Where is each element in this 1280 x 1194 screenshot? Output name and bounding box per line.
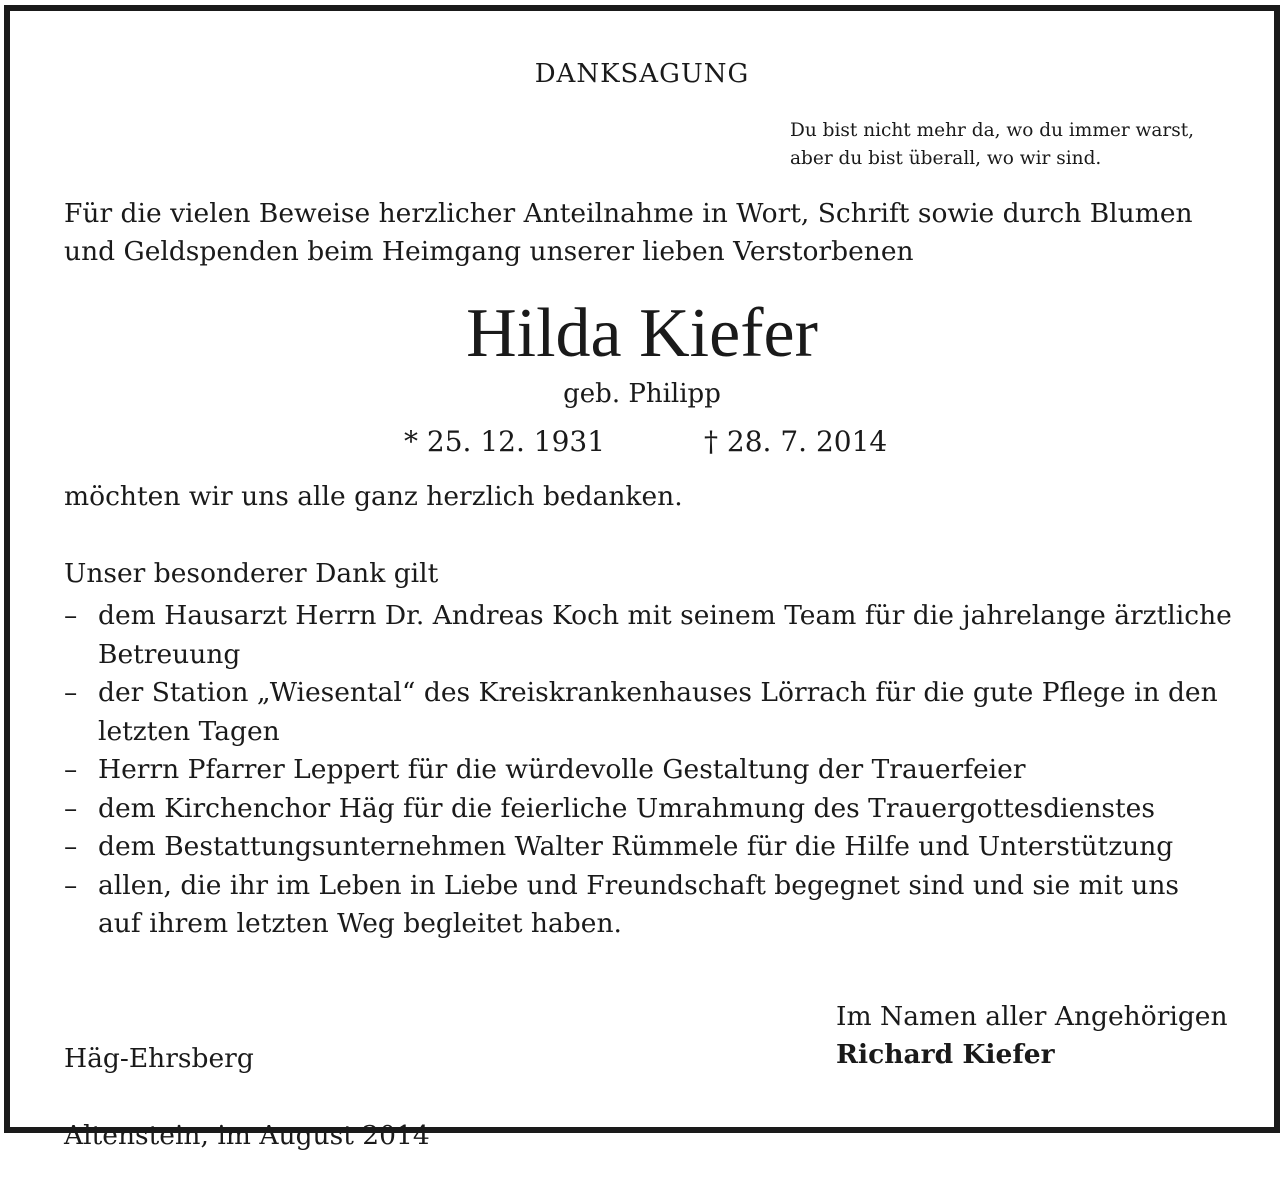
thanks-line: möchten wir uns alle ganz herzlich bedanken. — [64, 481, 683, 512]
quote-line: Du bist nicht mehr da, wo du immer warst, — [790, 120, 1195, 141]
list-item-text: dem Kirchenchor Häg für die feierliche Umrahmung des Trauergottesdienstes — [98, 792, 1155, 824]
notice-heading: DANKSAGUNG — [534, 59, 750, 89]
birth-date: * 25. 12. 1931 — [404, 425, 606, 458]
deceased-name: Hilda Kiefer — [466, 295, 818, 372]
maiden-name: geb. Philipp — [563, 379, 721, 409]
death-date: † 28. 7. 2014 — [704, 425, 888, 458]
special-thanks-list — [64, 597, 1234, 944]
intro-paragraph — [64, 195, 1193, 271]
quote-line: aber du bist überall, wo wir sind. — [790, 148, 1102, 169]
list-item-text: Herrn Pfarrer Leppert für die würdevolle Gestaltung der Trauerfeier — [98, 754, 1026, 785]
intro-line: und Geldspenden beim Heimgang unserer lieben Verstorbenen — [64, 236, 914, 267]
intro-line: Für die vielen Beweise herzlicher Anteilnahme in Wort, Schrift sowie durch Blumen — [64, 198, 1193, 229]
signer-name: Richard Kiefer — [836, 1039, 1055, 1070]
list-item — [64, 674, 1234, 751]
list-item — [64, 828, 1234, 867]
place-line: Häg-Ehrsberg — [64, 1042, 254, 1074]
obituary-notice — [4, 5, 1280, 1151]
list-dash: – — [64, 754, 78, 785]
list-item-text: dem Hausarzt Herrn Dr. Andreas Koch mit seinem Team für die jahrelange ärztliche Betreuung — [98, 600, 1232, 670]
list-item — [64, 597, 1234, 674]
list-item — [64, 867, 1234, 944]
memorial-quote — [790, 117, 1194, 173]
list-dash: – — [64, 869, 78, 901]
list-item-text: allen, die ihr im Leben in Liebe und Freundschaft begegnet sind und sie mit uns auf ihrem letzten Weg begleitet haben. — [98, 869, 1180, 939]
list-item — [64, 751, 1234, 790]
list-dash: – — [64, 600, 78, 631]
list-item-text: der Station „Wiesental“ des Kreiskrankenhauses Lörrach für die gute Pflege in den letzten Tagen — [98, 677, 1218, 747]
date-line: Altenstein, im August 2014 — [64, 1119, 430, 1151]
on-behalf-line: Im Namen aller Angehörigen — [836, 1001, 1228, 1032]
list-dash: – — [64, 677, 78, 708]
list-dash: – — [64, 792, 78, 824]
place-and-date — [64, 1001, 430, 1194]
special-thanks-intro: Unser besonderer Dank gilt — [64, 558, 439, 589]
list-item-text: dem Bestattungsunternehmen Walter Rümmele für die Hilfe und Unterstützung — [98, 831, 1174, 862]
list-dash: – — [64, 831, 78, 862]
list-item — [64, 790, 1234, 829]
